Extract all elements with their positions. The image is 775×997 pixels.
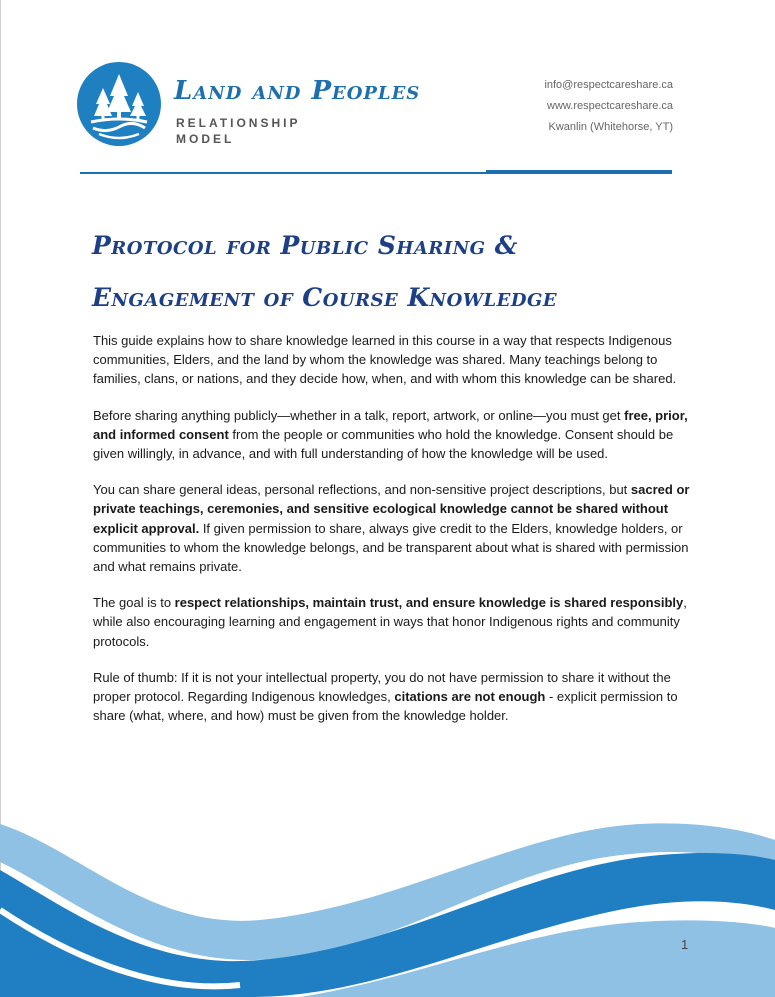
letterhead <box>77 62 675 162</box>
paragraph-sharing-text-a: You can share general ideas, personal reflections, and non-sensitive project descriptions, but <box>93 482 631 498</box>
footer-waves <box>0 810 775 997</box>
paragraph-sharing-text-b: If given permission to share, always give credit to the Elders, knowledge holders, or communities to whom the knowledge belongs, and be transparent about what is shared with permission and what remains private. <box>93 520 689 575</box>
document-title-line-1: Protocol for Public Sharing & <box>92 231 518 260</box>
paragraph-rule-text-a: Rule of thumb: If it is not your intellectual property, you do not have permission to share it without the proper protocol. Regarding Indigenous knowledges, <box>93 669 671 705</box>
paragraph-goal-text-b: , while also encouraging learning and engagement in ways that honor Indigenous rights and community protocols. <box>93 595 687 649</box>
document-title <box>92 220 692 324</box>
paragraph-consent-emphasis: free, prior, and informed consent <box>93 407 688 442</box>
paragraph-consent <box>93 406 693 464</box>
paragraph-sharing <box>93 480 693 576</box>
contact-block <box>544 75 673 138</box>
paragraph-goal-text-a: The goal is to <box>93 595 175 611</box>
contact-website[interactable]: www.respectcareshare.ca <box>547 100 673 112</box>
document-body <box>93 331 693 742</box>
paragraph-rule-emphasis: citations are not enough <box>394 689 546 705</box>
paragraph-goal <box>93 593 693 651</box>
contact-email[interactable]: info@respectcareshare.ca <box>544 79 673 91</box>
header-divider-accent <box>486 170 672 174</box>
page-number: 1 <box>681 937 689 952</box>
paragraph-sharing-emphasis: sacred or private teachings, ceremonies, and sensitive ecological knowledge cannot be shared without explicit approval. <box>93 482 690 536</box>
document-title-line-2: Engagement of Course Knowledge <box>92 283 558 312</box>
paragraph-consent-text-b: from the people or communities who hold the knowledge. Consent should be given willingly, in advance, and with full understanding of how the knowledge will be used. <box>93 426 674 462</box>
paragraph-rule-text-b: - explicit permission to share (what, where, and how) must be given from the knowledge holder. <box>93 689 678 724</box>
trees-river-logo-icon <box>77 62 161 146</box>
contact-location: Kwanlin (Whitehorse, YT) <box>548 121 673 133</box>
brand-title: Land and Peoples <box>174 76 421 106</box>
brand-subtitle: RELATIONSHIP MODEL <box>176 116 301 146</box>
paragraph-goal-emphasis: respect relationships, maintain trust, and ensure knowledge is shared responsibly <box>174 595 684 611</box>
paragraph-rule-of-thumb <box>93 668 693 726</box>
paragraph-intro: This guide explains how to share knowledge learned in this course in a way that respects Indigenous communities, Elders, and the land by whom the knowledge was shared. Many teachings belong to families, clans, or nations, and they decide how, when, and with whom this knowledge can be shared. <box>93 333 677 387</box>
paragraph-consent-text-a: Before sharing anything publicly—whether in a talk, report, artwork, or online—you must get <box>93 407 625 423</box>
